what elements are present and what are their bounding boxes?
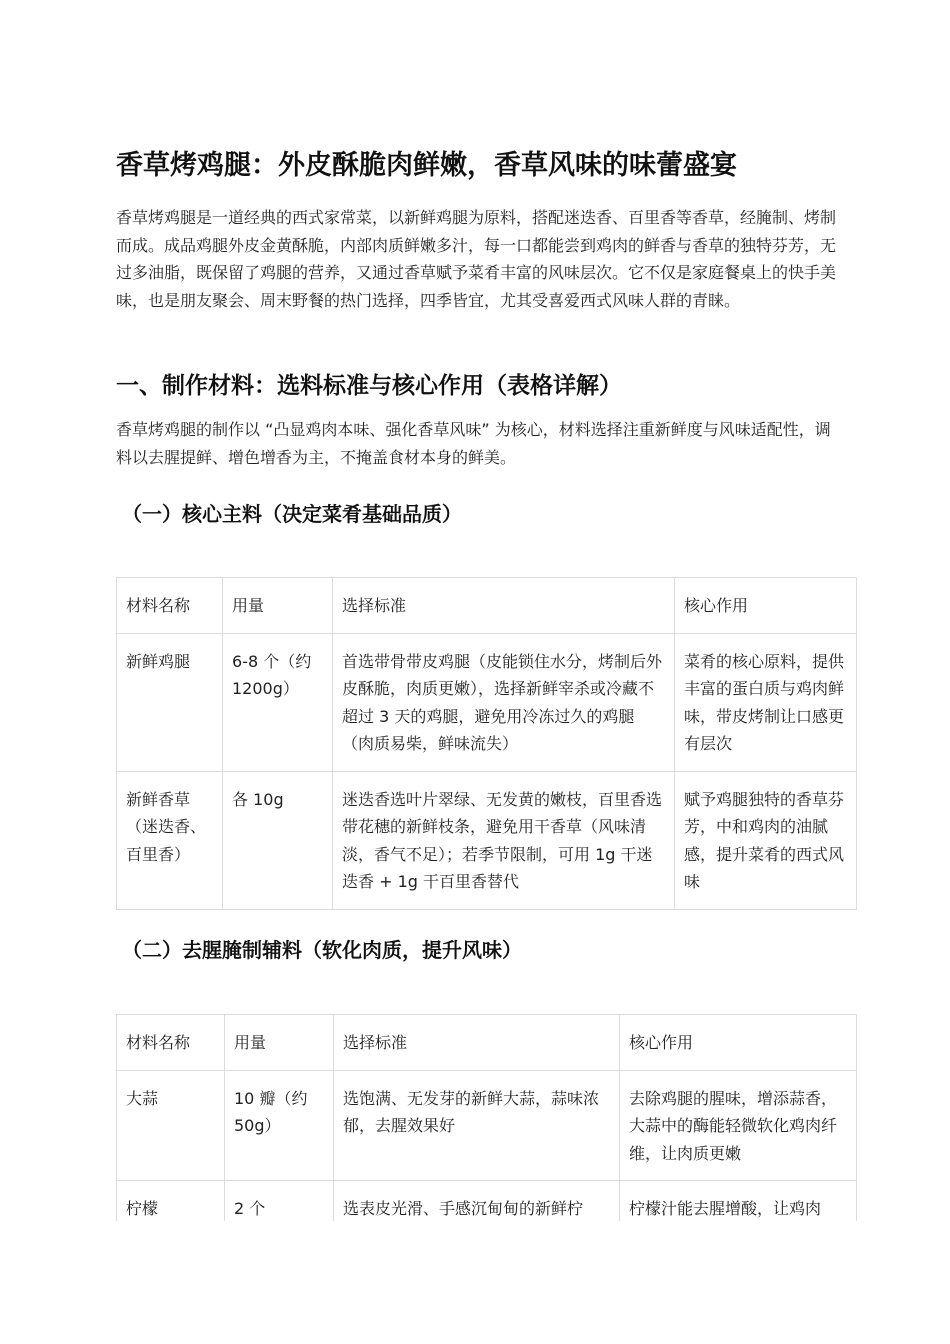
header-cell: 核心作用 [620,1015,857,1071]
header-cell: 选择标准 [334,1015,620,1071]
header-cell: 材料名称 [117,578,223,634]
subsection-heading-core: （一）核心主料（决定菜肴基础品质） [122,502,462,526]
marinade-ingredients-table [116,1014,857,1221]
table-row [117,771,857,909]
cell-standard: 首选带骨带皮鸡腿（皮能锁住水分，烤制后外皮酥脆，肉质更嫩），选择新鲜宰杀或冷藏不超过 3 天的鸡腿，避免用冷冻过久的鸡腿（肉质易柴，鲜味流失） [333,633,675,771]
cell-amount: 各 10g [223,771,333,909]
subsection-heading-marinade: （二）去腥腌制辅料（软化肉质，提升风味） [122,938,522,962]
section-intro-paragraph: 香草烤鸡腿的制作以 “凸显鸡肉本味、强化香草风味” 为核心，材料选择注重新鲜度与风味适配性，调料以去腥提鲜、增色增香为主，不掩盖食材本身的鲜美。 [116,420,831,467]
cell-name: 新鲜香草（迷迭香、百里香） [117,771,223,909]
cell-standard: 选饱满、无发芽的新鲜大蒜，蒜味浓郁，去腥效果好 [334,1070,620,1181]
table-row [117,1070,857,1181]
header-cell: 选择标准 [333,578,675,634]
section-heading-materials: 一、制作材料：选料标准与核心作用（表格详解） [116,373,622,399]
header-cell: 用量 [223,578,333,634]
marinade-table-clip [116,1014,857,1221]
intro-paragraph: 香草烤鸡腿是一道经典的西式家常菜，以新鲜鸡腿为原料，搭配迷迭香、百里香等香草，经腌制、烤制而成。成品鸡腿外皮金黄酥脆，内部肉质鲜嫩多汁，每一口都能尝到鸡肉的鲜香与香草的独特芬芳，无过多油脂，既保留了鸡腿的营养，又通过香草赋予菜肴丰富的风味层次。它不仅是家庭餐桌上的快手美味，也是朋友聚会、周末野餐的热门选择，四季皆宜，尤其受喜爱西式风味人群的青睐。 [116,208,837,310]
page-title: 香草烤鸡腿：外皮酥脆肉鲜嫩，香草风味的味蕾盛宴 [116,150,737,181]
table-header-row [117,578,857,634]
table-header-row [117,1015,857,1071]
core-ingredients-table [116,577,857,910]
cell-name: 大蒜 [117,1070,225,1181]
cell-amount: 6-8 个（约 1200g） [223,633,333,771]
table-row [117,633,857,771]
table-row [117,1181,857,1222]
header-cell: 核心作用 [675,578,857,634]
cell-amount: 10 瓣（约 50g） [225,1070,334,1181]
cell-standard: 迷迭香选叶片翠绿、无发黄的嫩枝，百里香选带花穗的新鲜枝条，避免用干香草（风味清淡，香气不足）；若季节限制，可用 1g 干迷迭香 + 1g 干百里香替代 [333,771,675,909]
cell-role: 菜肴的核心原料，提供丰富的蛋白质与鸡肉鲜味，带皮烤制让口感更有层次 [675,633,857,771]
cell-standard: 选表皮光滑、手感沉甸甸的新鲜柠 [334,1181,620,1222]
cell-name: 新鲜鸡腿 [117,633,223,771]
cell-role: 赋予鸡腿独特的香草芬芳，中和鸡肉的油腻感，提升菜肴的西式风味 [675,771,857,909]
cell-name: 柠檬 [117,1181,225,1222]
cell-amount: 2 个 [225,1181,334,1222]
header-cell: 用量 [225,1015,334,1071]
cell-role: 柠檬汁能去腥增酸，让鸡肉 [620,1181,857,1222]
cell-role: 去除鸡腿的腥味，增添蒜香，大蒜中的酶能轻微软化鸡肉纤维，让肉质更嫩 [620,1070,857,1181]
header-cell: 材料名称 [117,1015,225,1071]
